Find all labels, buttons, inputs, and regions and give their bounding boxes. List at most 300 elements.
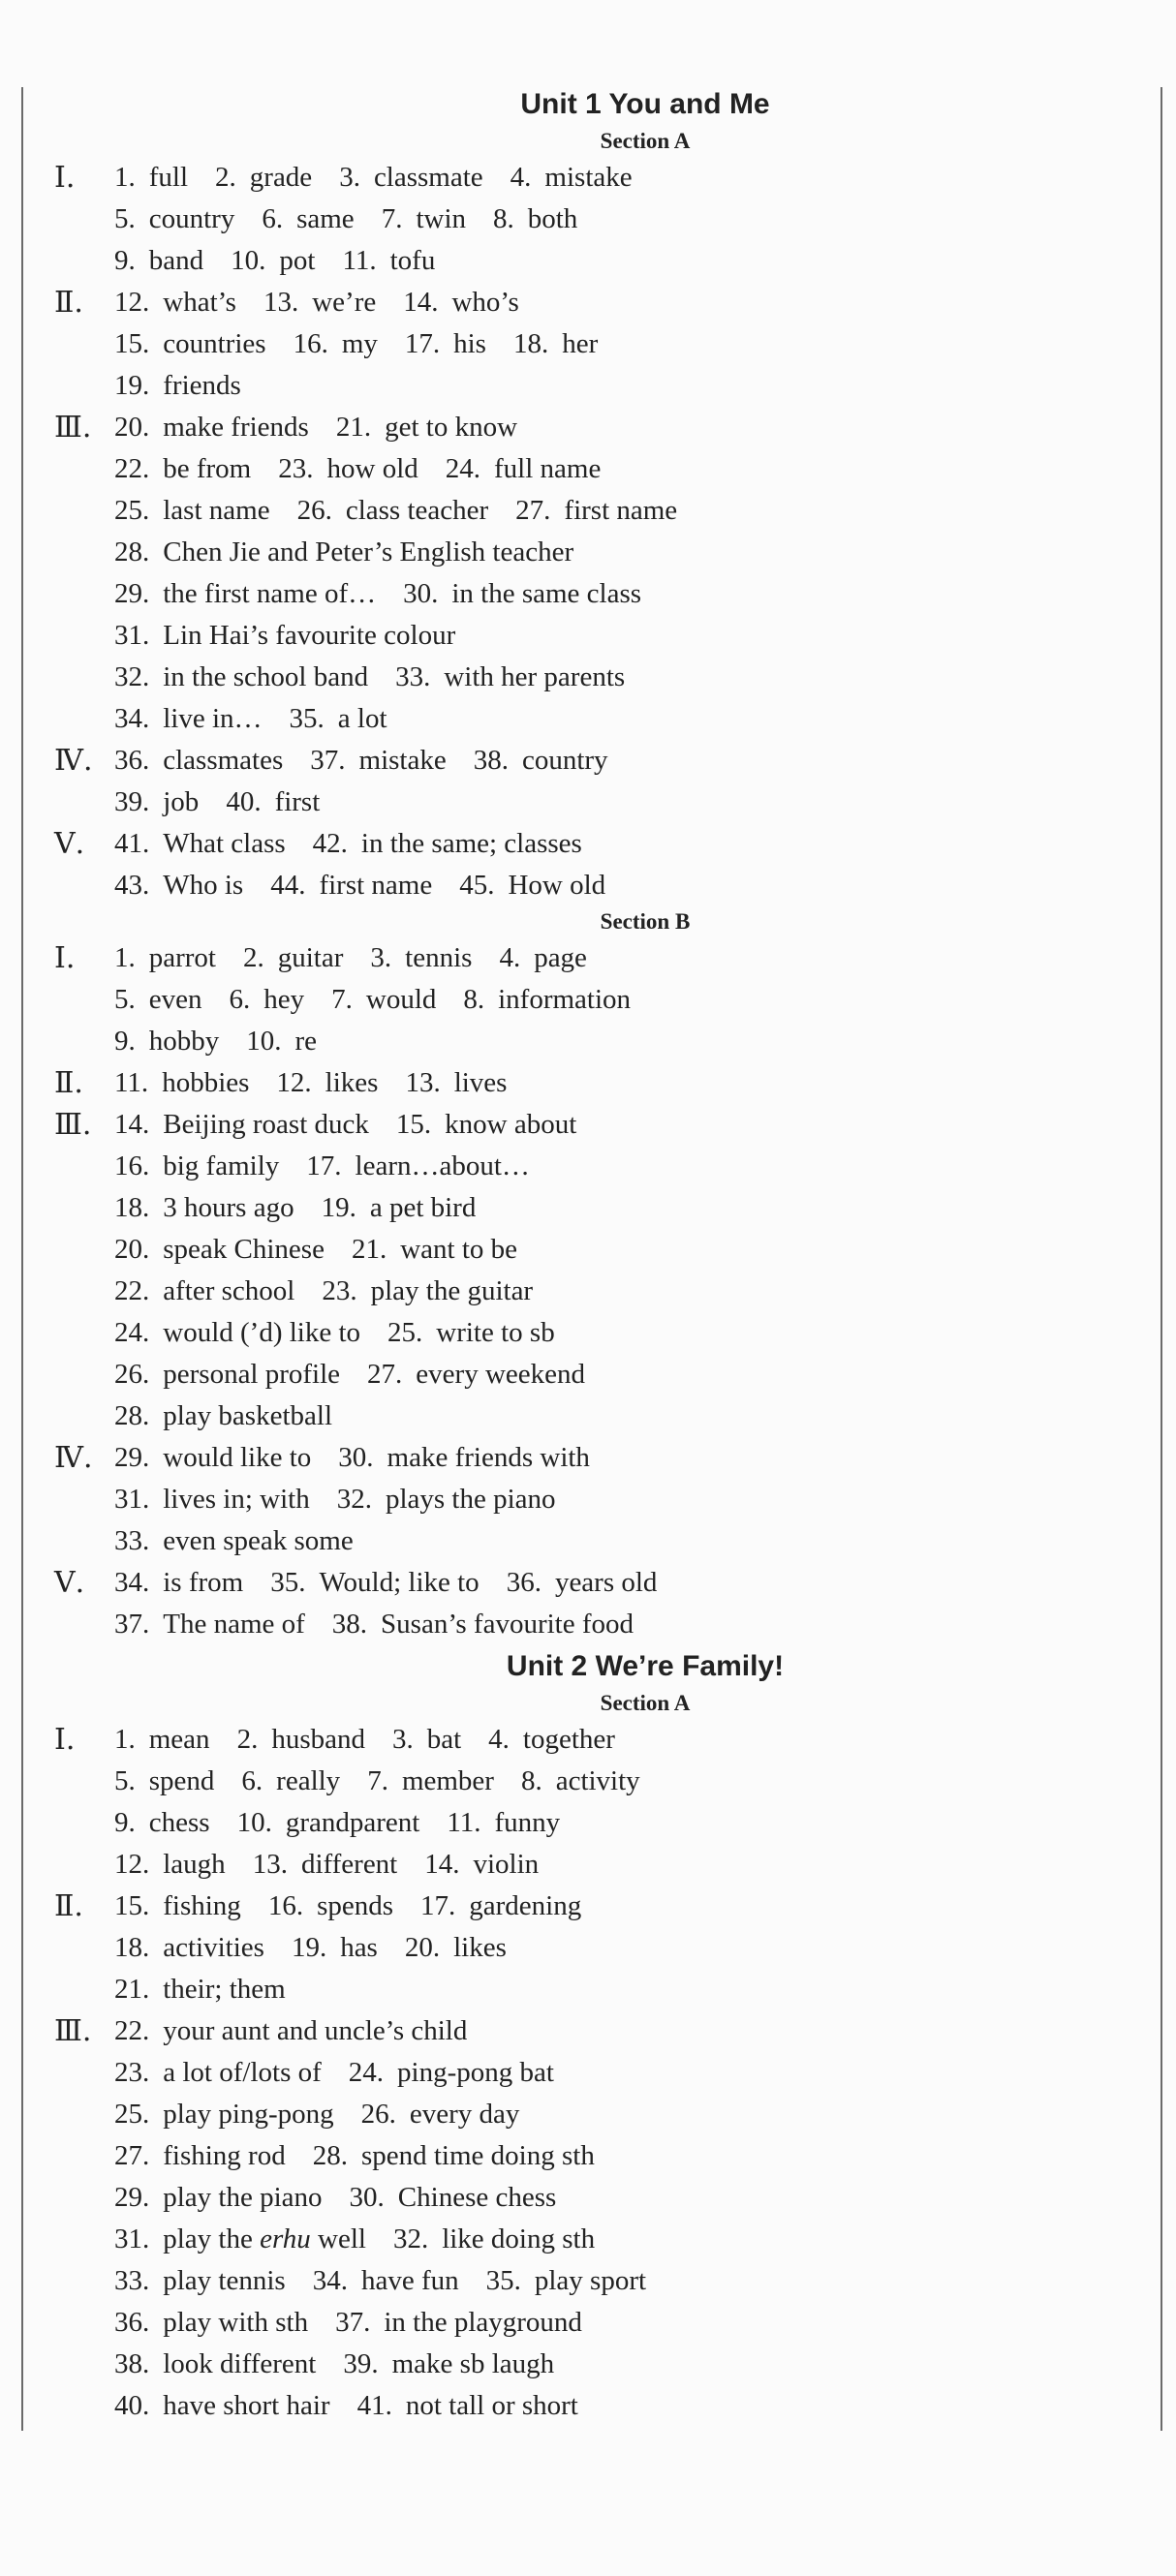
answer-number: 27. xyxy=(114,2140,150,2171)
answer-line xyxy=(54,740,1139,782)
answer-text: mean xyxy=(148,1724,210,1755)
answer-number: 19. xyxy=(291,1932,327,1963)
answer-text: class teacher xyxy=(345,495,489,526)
unit-title: Unit 1 You and Me xyxy=(520,88,770,120)
answer-text: my xyxy=(341,328,378,359)
answer-number: 10. xyxy=(231,245,266,276)
answer-text: last name xyxy=(163,495,270,526)
answer-number: 21. xyxy=(351,1234,387,1265)
answer-text: mistake xyxy=(544,162,633,193)
section-title: Section B xyxy=(600,909,691,934)
answer-number: 8. xyxy=(463,984,485,1015)
answer-number: 34. xyxy=(312,2265,348,2296)
answer-number: 33. xyxy=(114,1525,150,1556)
answer-text: bat xyxy=(426,1724,462,1755)
answer-number: 2. xyxy=(236,1724,259,1755)
answer-text: 3 hours ago xyxy=(163,1192,294,1223)
answer-number: 18. xyxy=(114,1192,150,1223)
answer-number: 29. xyxy=(114,2182,150,2213)
answer-text: in the playground xyxy=(384,2307,582,2338)
answer-number: 9. xyxy=(114,245,136,276)
answer-number: 30. xyxy=(338,1442,374,1473)
answer-text: big family xyxy=(163,1150,280,1181)
answer-number: 8. xyxy=(520,1765,542,1796)
answer-number: 19. xyxy=(114,370,150,401)
answer-text: hey xyxy=(263,984,305,1015)
left-border-rule xyxy=(21,87,23,2431)
answer-line xyxy=(54,2302,1139,2344)
answer-number: 24. xyxy=(348,2057,385,2088)
answer-number: 35. xyxy=(485,2265,521,2296)
answer-text: together xyxy=(522,1724,615,1755)
answer-line xyxy=(54,1312,1139,1354)
answer-text: first name xyxy=(564,495,678,526)
answer-number: 37. xyxy=(114,1609,150,1640)
answer-number: 30. xyxy=(403,578,439,609)
answer-line xyxy=(54,1927,1139,1969)
answer-line xyxy=(54,1354,1139,1395)
answer-text: Chinese chess xyxy=(397,2182,557,2213)
answer-text: in the same; classes xyxy=(360,828,582,859)
answer-number: 31. xyxy=(114,620,150,651)
answer-number: 44. xyxy=(270,870,306,901)
roman-numeral-label: Ⅱ. xyxy=(54,286,83,320)
answer-number: 4. xyxy=(510,162,532,193)
answer-text: both xyxy=(527,203,578,234)
answer-line xyxy=(54,2260,1139,2302)
answer-number: 23. xyxy=(278,453,314,484)
section-title: Section A xyxy=(600,1691,691,1715)
answer-text: how old xyxy=(326,453,418,484)
answer-number: 10. xyxy=(236,1807,272,1838)
answer-line xyxy=(54,1437,1139,1479)
answer-line xyxy=(54,979,1139,1021)
answer-number: 17. xyxy=(306,1150,342,1181)
answer-number: 26. xyxy=(114,1359,150,1390)
answer-line xyxy=(54,657,1139,698)
answer-line xyxy=(54,1062,1139,1104)
answer-text: Beijing roast duck xyxy=(163,1109,369,1140)
answer-text: even xyxy=(148,984,202,1015)
answer-line xyxy=(54,615,1139,657)
answer-number: 1. xyxy=(114,942,136,973)
answer-text: would (’d) like to xyxy=(163,1317,361,1348)
answer-number: 26. xyxy=(360,2099,396,2130)
answer-text: make sb laugh xyxy=(391,2348,555,2379)
answer-text: pot xyxy=(279,245,316,276)
answer-number: 4. xyxy=(488,1724,510,1755)
answer-number: 7. xyxy=(381,203,403,234)
answer-number: 7. xyxy=(331,984,353,1015)
answer-text: after school xyxy=(163,1275,295,1306)
answer-text: in the school band xyxy=(163,661,369,692)
answer-text: re xyxy=(294,1026,318,1057)
answer-number: 29. xyxy=(114,1442,150,1473)
answer-number: 13. xyxy=(405,1067,441,1098)
answer-text: spend xyxy=(148,1765,215,1796)
answer-line xyxy=(54,157,1139,199)
answer-number: 26. xyxy=(296,495,332,526)
answer-number: 12. xyxy=(114,1849,150,1880)
answer-text: Would; like to xyxy=(319,1567,480,1598)
answer-line xyxy=(54,2010,1139,2052)
answer-key xyxy=(54,83,1139,2427)
answer-text: her xyxy=(562,328,599,359)
answer-text: have short hair xyxy=(163,2390,330,2421)
answer-text: likes xyxy=(453,1932,507,1963)
answer-number: 36. xyxy=(114,745,150,776)
answer-number: 18. xyxy=(512,328,549,359)
answer-line xyxy=(54,865,1139,906)
answer-number: 3. xyxy=(370,942,392,973)
section-title: Section A xyxy=(600,129,691,153)
answer-number: 3. xyxy=(339,162,360,193)
answer-text: likes xyxy=(325,1067,379,1098)
answer-text: every day xyxy=(409,2099,520,2130)
answer-text: make friends xyxy=(163,412,309,443)
answer-text: spends xyxy=(317,1890,394,1921)
answer-text: chess xyxy=(148,1807,210,1838)
answer-number: 23. xyxy=(322,1275,357,1306)
answer-text: every weekend xyxy=(416,1359,586,1390)
answer-text: personal profile xyxy=(163,1359,341,1390)
answer-text: know about xyxy=(445,1109,577,1140)
answer-line xyxy=(54,532,1139,573)
answer-text: play with sth xyxy=(163,2307,309,2338)
answer-number: 38. xyxy=(473,745,509,776)
answer-text: member xyxy=(401,1765,494,1796)
answer-text: learn…about… xyxy=(355,1150,530,1181)
answer-number: 11. xyxy=(447,1807,481,1838)
answer-number: 25. xyxy=(387,1317,423,1348)
answer-text: countries xyxy=(163,328,266,359)
answer-text: even speak some xyxy=(163,1525,354,1556)
answer-text: How old xyxy=(508,870,606,901)
answer-text: want to be xyxy=(400,1234,518,1265)
answer-line xyxy=(54,490,1139,532)
answer-text: guitar xyxy=(277,942,344,973)
answer-number: 40. xyxy=(226,786,262,817)
answer-text: play sport xyxy=(534,2265,647,2296)
answer-text: plays the piano xyxy=(385,1484,556,1515)
answer-number: 20. xyxy=(114,1234,150,1265)
answer-line xyxy=(54,1844,1139,1886)
answer-line xyxy=(54,2177,1139,2219)
answer-number: 35. xyxy=(270,1567,306,1598)
answer-number: 15. xyxy=(114,1890,150,1921)
answer-number: 2. xyxy=(243,942,264,973)
answer-number: 21. xyxy=(114,1974,150,2005)
answer-number: 28. xyxy=(114,1400,150,1431)
answer-number: 39. xyxy=(343,2348,379,2379)
answer-number: 12. xyxy=(114,287,150,318)
answer-text: play the guitar xyxy=(370,1275,534,1306)
answer-number: 17. xyxy=(404,328,441,359)
answer-text: hobbies xyxy=(162,1067,250,1098)
answer-number: 18. xyxy=(114,1932,150,1963)
answer-text: full name xyxy=(494,453,602,484)
answer-number: 31. xyxy=(114,1484,150,1515)
answer-text: a lot xyxy=(337,703,387,734)
answer-line xyxy=(54,448,1139,490)
answer-text: Lin Hai’s favourite colour xyxy=(163,620,456,651)
answer-line xyxy=(54,323,1139,365)
answer-number: 29. xyxy=(114,578,150,609)
answer-line xyxy=(54,1271,1139,1312)
answer-number: 5. xyxy=(114,1765,136,1796)
answer-text: lives in; with xyxy=(163,1484,310,1515)
answer-text: country xyxy=(148,203,235,234)
answer-text: activities xyxy=(163,1932,264,1963)
answer-line xyxy=(54,1229,1139,1271)
answer-number: 22. xyxy=(114,2015,150,2046)
answer-text: violin xyxy=(473,1849,540,1880)
answer-number: 2. xyxy=(215,162,236,193)
answer-text: job xyxy=(163,786,200,817)
answer-number: 32. xyxy=(336,1484,372,1515)
answer-number: 43. xyxy=(114,870,150,901)
answer-number: 25. xyxy=(114,2099,150,2130)
answer-number: 20. xyxy=(114,412,150,443)
answer-text: information xyxy=(498,984,632,1015)
answer-line xyxy=(54,2385,1139,2427)
answer-line xyxy=(54,1802,1139,1844)
answer-text: be from xyxy=(163,453,252,484)
answer-line xyxy=(54,1562,1139,1604)
answer-line xyxy=(54,2094,1139,2135)
answer-number: 8. xyxy=(493,203,514,234)
roman-numeral-label: Ⅴ. xyxy=(54,1566,85,1600)
answer-text: is from xyxy=(163,1567,244,1598)
answer-number: 21. xyxy=(335,412,372,443)
answer-number: 30. xyxy=(349,2182,385,2213)
answer-number: 5. xyxy=(114,203,136,234)
answer-number: 16. xyxy=(267,1890,304,1921)
answer-text: same xyxy=(296,203,355,234)
answer-number: 16. xyxy=(114,1150,150,1181)
answer-number: 17. xyxy=(420,1890,456,1921)
answer-number: 37. xyxy=(335,2307,371,2338)
answer-number: 13. xyxy=(252,1849,288,1880)
unit-title: Unit 2 We’re Family! xyxy=(506,1650,785,1682)
answer-line xyxy=(54,1886,1139,1927)
answer-line xyxy=(54,1104,1139,1146)
answer-line xyxy=(54,2052,1139,2094)
answer-text: What class xyxy=(163,828,286,859)
answer-text: would like to xyxy=(163,1442,312,1473)
roman-numeral-label: Ⅰ. xyxy=(54,1723,76,1757)
right-border-rule xyxy=(1161,87,1162,2431)
answer-number: 27. xyxy=(515,495,551,526)
answer-line xyxy=(54,2344,1139,2385)
answer-number: 32. xyxy=(392,2223,429,2254)
answer-line xyxy=(54,1187,1139,1229)
answer-text: the first name of… xyxy=(163,578,377,609)
answer-text: laugh xyxy=(163,1849,226,1880)
answer-number: 11. xyxy=(342,245,377,276)
answer-line xyxy=(54,1761,1139,1802)
roman-numeral-label: Ⅱ. xyxy=(54,1066,83,1100)
answer-text: twin xyxy=(416,203,466,234)
answer-text: classmates xyxy=(163,745,284,776)
answer-text: with her parents xyxy=(444,661,626,692)
answer-text: band xyxy=(148,245,204,276)
answer-text: would xyxy=(365,984,437,1015)
answer-text: different xyxy=(300,1849,398,1880)
answer-text: tennis xyxy=(405,942,473,973)
answer-text: Who is xyxy=(163,870,244,901)
answer-text: their; them xyxy=(163,1974,286,2005)
answer-number: 6. xyxy=(262,203,284,234)
answer-text: lives xyxy=(453,1067,508,1098)
answer-line xyxy=(54,2219,1139,2260)
answer-text: in the same class xyxy=(451,578,642,609)
answer-line xyxy=(54,1479,1139,1520)
answer-number: 7. xyxy=(367,1765,388,1796)
answer-text: grandparent xyxy=(285,1807,420,1838)
answer-text: a lot of/lots of xyxy=(163,2057,322,2088)
answer-text: spend time doing sth xyxy=(360,2140,595,2171)
answer-number: 38. xyxy=(331,1609,368,1640)
roman-numeral-label: Ⅰ. xyxy=(54,941,76,975)
answer-number: 24. xyxy=(114,1317,150,1348)
answer-number: 3. xyxy=(391,1724,414,1755)
answer-number: 35. xyxy=(289,703,325,734)
answer-number: 12. xyxy=(276,1067,312,1098)
answer-text: get to know xyxy=(385,412,518,443)
answer-text: your aunt and uncle’s child xyxy=(163,2015,468,2046)
roman-numeral-label: Ⅳ. xyxy=(54,1441,93,1475)
answer-text: write to sb xyxy=(436,1317,555,1348)
answer-number: 23. xyxy=(114,2057,150,2088)
answer-text: make friends with xyxy=(387,1442,590,1473)
answer-text: have fun xyxy=(360,2265,459,2296)
roman-numeral-label: Ⅱ. xyxy=(54,1889,83,1923)
answer-text: live in… xyxy=(163,703,263,734)
answer-text: Susan’s favourite food xyxy=(381,1609,634,1640)
answer-text: Chen Jie and Peter’s English teacher xyxy=(163,537,574,567)
roman-numeral-label: Ⅳ. xyxy=(54,744,93,778)
answer-number: 13. xyxy=(263,287,299,318)
answer-number: 6. xyxy=(229,984,251,1015)
roman-numeral-label: Ⅴ. xyxy=(54,827,85,861)
answer-number: 41. xyxy=(356,2390,392,2421)
answer-line xyxy=(54,782,1139,823)
answer-text: has xyxy=(340,1932,378,1963)
answer-text: speak Chinese xyxy=(163,1234,325,1265)
answer-number: 41. xyxy=(114,828,150,859)
answer-number: 4. xyxy=(499,942,521,973)
answer-number: 5. xyxy=(114,984,136,1015)
answer-line xyxy=(54,2135,1139,2177)
answer-text: classmate xyxy=(373,162,483,193)
answer-text: play the erhu well xyxy=(163,2223,366,2254)
answer-text: who’s xyxy=(451,287,519,318)
answer-number: 14. xyxy=(114,1109,150,1140)
answer-text: look different xyxy=(163,2348,317,2379)
answer-number: 9. xyxy=(114,1026,136,1057)
answer-text: what’s xyxy=(163,287,236,318)
answer-number: 14. xyxy=(403,287,439,318)
answer-number: 34. xyxy=(114,703,150,734)
answer-text: activity xyxy=(555,1765,640,1796)
answer-text: The name of xyxy=(163,1609,305,1640)
answer-text: fishing rod xyxy=(163,2140,286,2171)
answer-number: 32. xyxy=(114,661,150,692)
answer-number: 15. xyxy=(395,1109,432,1140)
answer-number: 11. xyxy=(114,1067,149,1098)
answer-number: 14. xyxy=(424,1849,460,1880)
answer-text: friends xyxy=(163,370,241,401)
answer-text: play tennis xyxy=(163,2265,286,2296)
answer-line xyxy=(54,199,1139,240)
answer-text: full xyxy=(148,162,189,193)
answer-text: hobby xyxy=(148,1026,220,1057)
answer-text: country xyxy=(521,745,608,776)
answer-line xyxy=(54,1021,1139,1062)
answer-line xyxy=(54,698,1139,740)
answer-text: like doing sth xyxy=(442,2223,596,2254)
answer-line xyxy=(54,1604,1139,1645)
answer-text: play ping-pong xyxy=(163,2099,334,2130)
answer-line xyxy=(54,937,1139,979)
answer-number: 36. xyxy=(506,1567,542,1598)
answer-line xyxy=(54,282,1139,323)
answer-number: 22. xyxy=(114,1275,150,1306)
answer-number: 45. xyxy=(459,870,495,901)
answer-number: 38. xyxy=(114,2348,150,2379)
answer-number: 40. xyxy=(114,2390,150,2421)
answer-number: 34. xyxy=(114,1567,150,1598)
answer-text: funny xyxy=(494,1807,561,1838)
answer-text: first xyxy=(274,786,321,817)
answer-number: 16. xyxy=(293,328,328,359)
answer-text: his xyxy=(453,328,486,359)
answer-text: mistake xyxy=(358,745,447,776)
answer-text: years old xyxy=(554,1567,658,1598)
roman-numeral-label: Ⅰ. xyxy=(54,161,76,195)
answer-line xyxy=(54,365,1139,407)
answer-line xyxy=(54,1395,1139,1437)
answer-number: 24. xyxy=(445,453,480,484)
answer-number: 25. xyxy=(114,495,150,526)
answer-text: fishing xyxy=(163,1890,241,1921)
answer-text: gardening xyxy=(469,1890,582,1921)
answer-line xyxy=(54,1146,1139,1187)
answer-line xyxy=(54,823,1139,865)
roman-numeral-label: Ⅲ. xyxy=(54,411,92,445)
answer-number: 1. xyxy=(114,162,136,193)
answer-number: 10. xyxy=(246,1026,282,1057)
answer-number: 39. xyxy=(114,786,150,817)
answer-line xyxy=(54,1520,1139,1562)
answer-number: 1. xyxy=(114,1724,136,1755)
answer-number: 22. xyxy=(114,453,150,484)
answer-number: 42. xyxy=(312,828,348,859)
answer-number: 37. xyxy=(310,745,346,776)
answer-text: first name xyxy=(319,870,433,901)
answer-text: grade xyxy=(249,162,313,193)
answer-number: 9. xyxy=(114,1807,136,1838)
answer-number: 36. xyxy=(114,2307,150,2338)
answer-text: parrot xyxy=(148,942,216,973)
answer-text: husband xyxy=(271,1724,365,1755)
answer-number: 33. xyxy=(114,2265,150,2296)
answer-number: 28. xyxy=(312,2140,348,2171)
answer-line xyxy=(54,1719,1139,1761)
answer-line xyxy=(54,1969,1139,2010)
answer-text: page xyxy=(534,942,587,973)
